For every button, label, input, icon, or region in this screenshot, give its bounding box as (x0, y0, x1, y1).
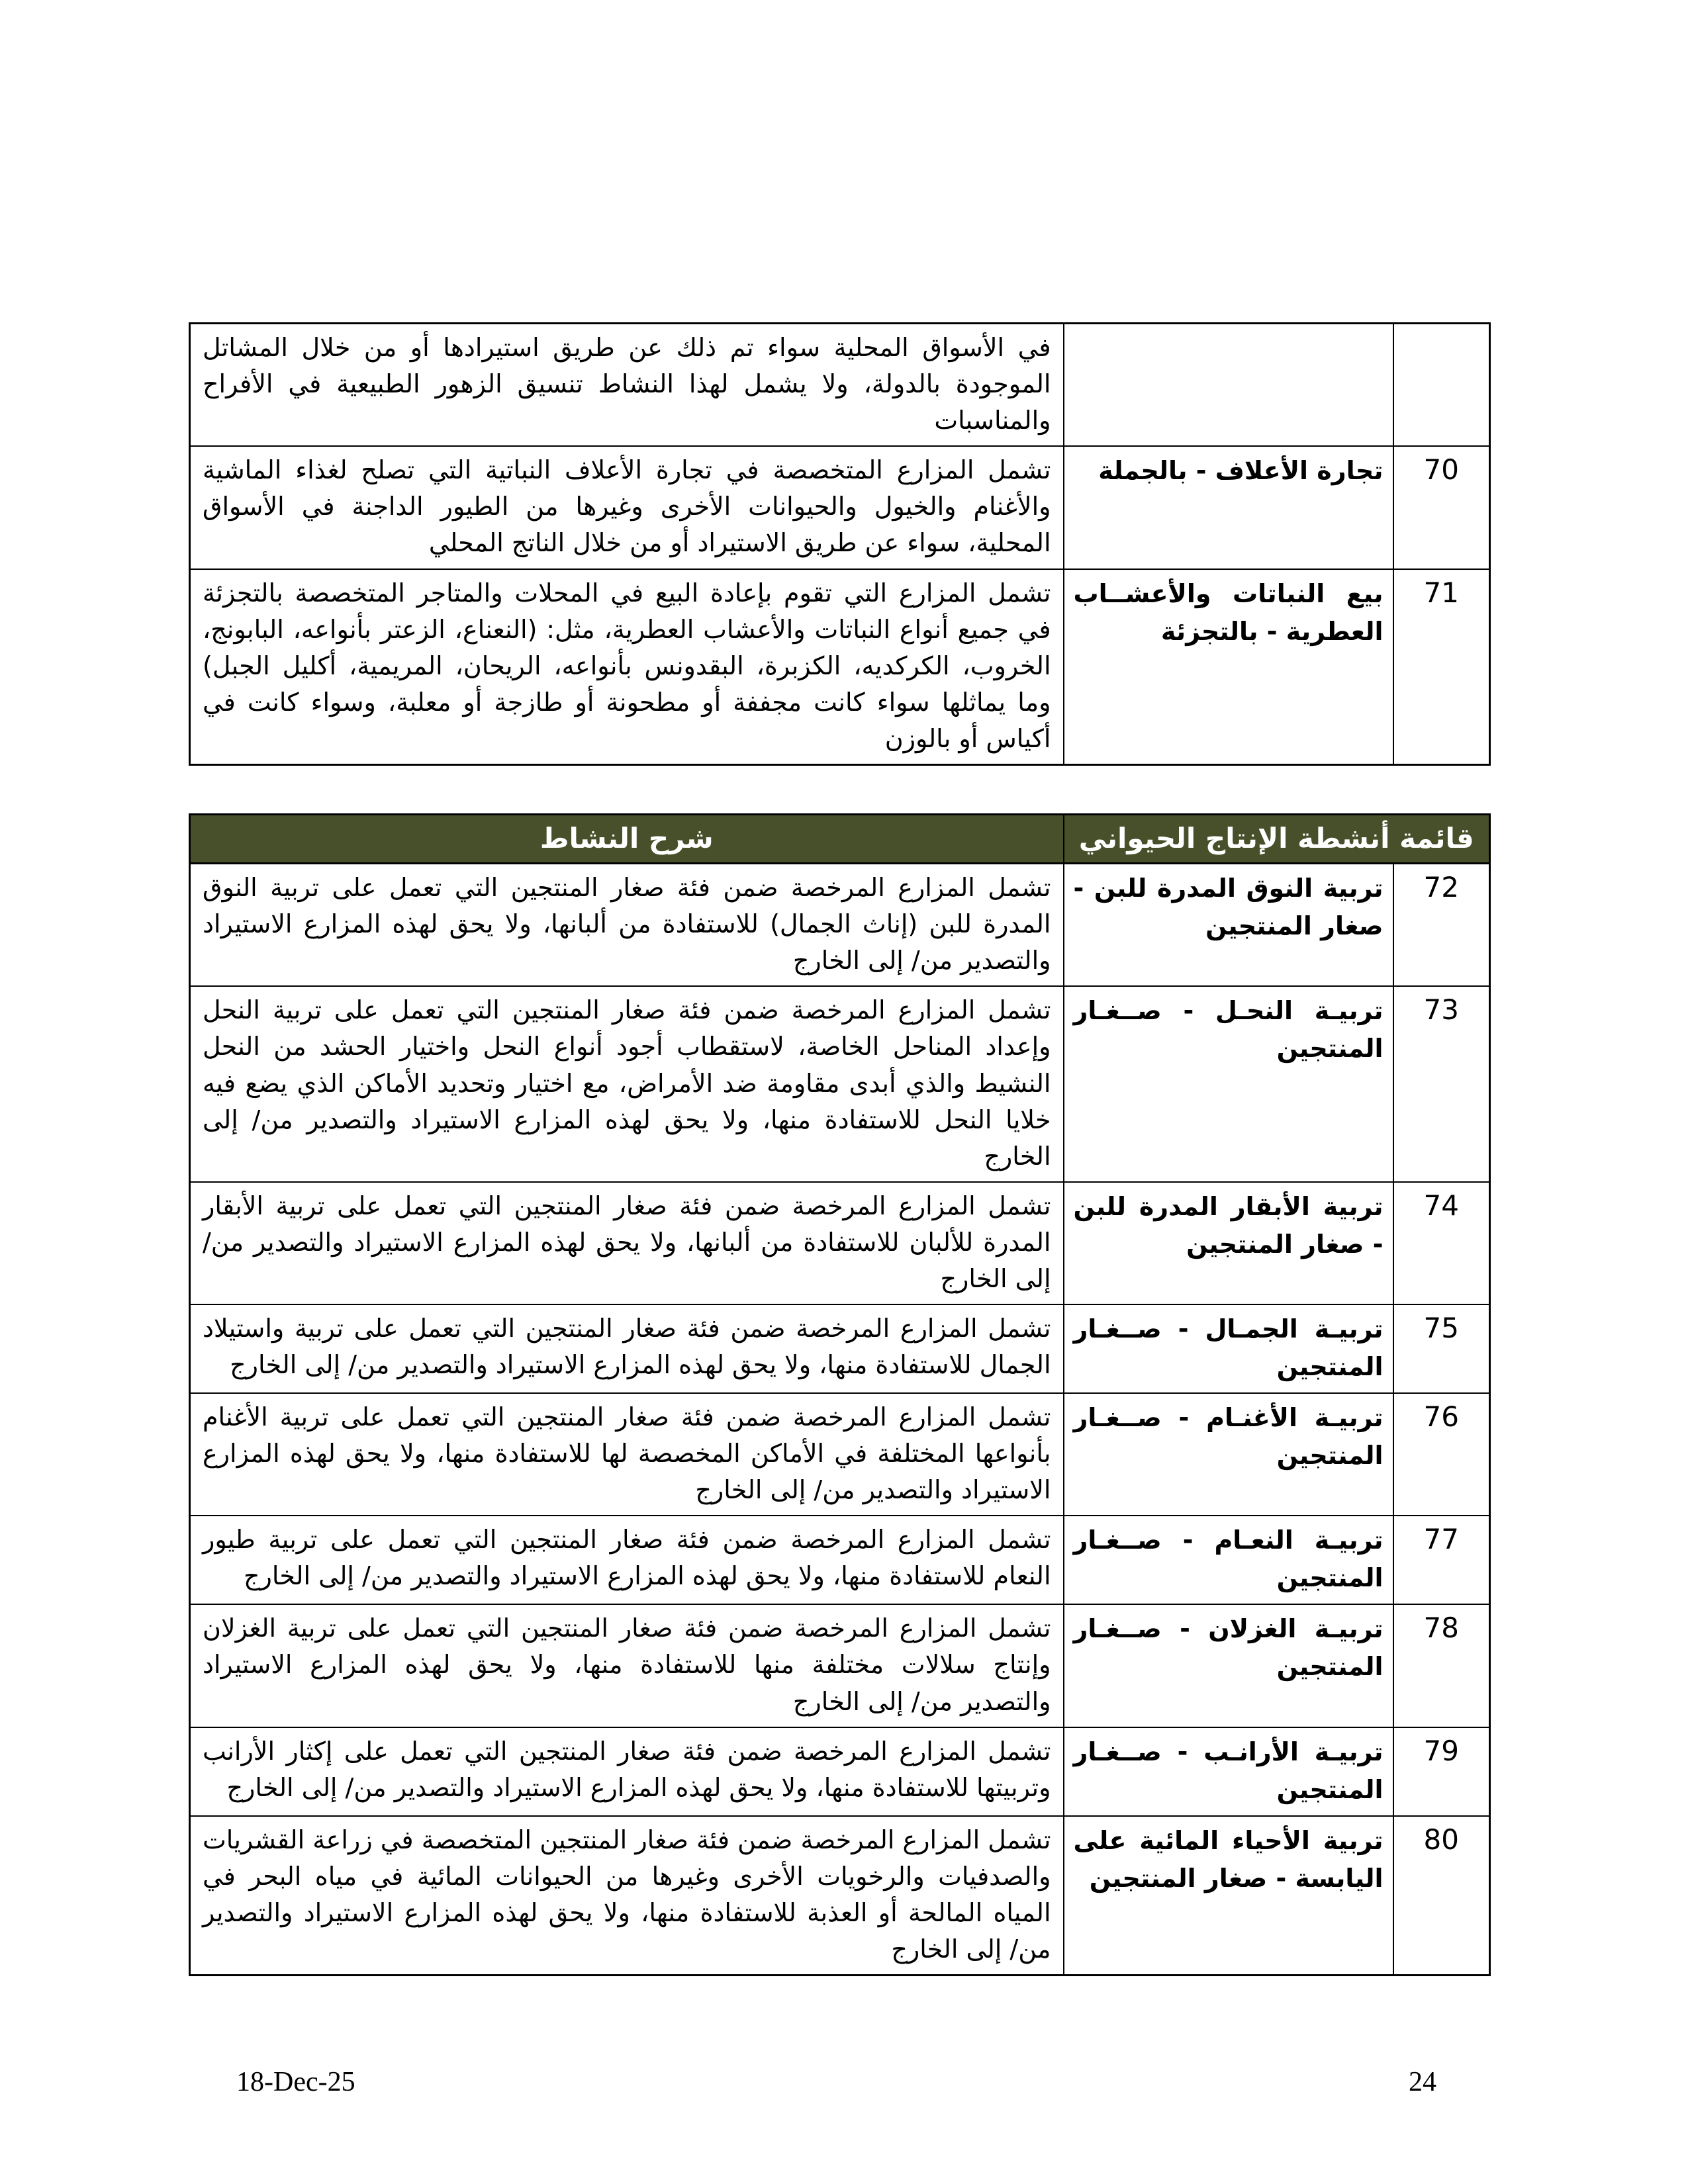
activity-description: تشمل المزارع المرخصة ضمن فئة صغار المنتجين التي تعمل على تربية الأبقار المدرة للألبان للاستفادة من ألبانها، ولا يحق لهذه المزارع الاستيراد والتصدير من/ إلى الخارج (190, 1182, 1064, 1304)
page-content (189, 322, 1491, 1976)
activity-number: 70 (1393, 446, 1490, 569)
activity-number: 72 (1393, 864, 1490, 987)
activity-name: تربيـة النحـل - صــغـار المنتجين (1064, 986, 1393, 1181)
activity-description: تشمل المزارع المرخصة ضمن فئة صغار المنتجين التي تعمل على تربية الأغنام بأنواعها المختلفة في الأماكن المخصصة لها للاستفادة منها، ولا يحق لهذه المزارع الاستيراد والتصدير من/ إلى الخارج (190, 1393, 1064, 1516)
table-row (190, 986, 1490, 1181)
table-row (190, 1727, 1490, 1816)
activity-description: تشمل المزارع المرخصة ضمن فئة صغار المنتجين التي تعمل على تربية طيور النعام للاستفادة منها، ولا يحق لهذه المزارع الاستيراد والتصدير من/ إلى الخارج (190, 1516, 1064, 1604)
activity-number: 74 (1393, 1182, 1490, 1304)
activity-name: بيع النباتات والأعشــاب العطرية - بالتجزئة (1064, 569, 1393, 765)
activity-number: 73 (1393, 986, 1490, 1181)
table-row (190, 864, 1490, 987)
activity-description: تشمل المزارع المرخصة ضمن فئة صغار المنتجين التي تعمل على تربية الغزلان وإنتاج سلالات مختلفة منها للاستفادة منها، ولا يحق لهذه المزارع الاستيراد والتصدير من/ إلى الخارج (190, 1604, 1064, 1727)
activity-name: تربية الأحياء المائية على اليابسة - صغار المنتجين (1064, 1816, 1393, 1976)
activity-name: تجارة الأعلاف - بالجملة (1064, 446, 1393, 569)
table-header-row (190, 815, 1490, 864)
table-row (190, 569, 1490, 765)
activity-number: 79 (1393, 1727, 1490, 1816)
activity-number: 71 (1393, 569, 1490, 765)
activity-description: تشمل المزارع المتخصصة في تجارة الأعلاف النباتية التي تصلح لغذاء الماشية والأغنام والخيول والحيوانات الأخرى وغيرها من الطيور الداجنة في الأسواق المحلية، سواء عن طريق الاستيراد أو من خلال الناتج المحلي (190, 446, 1064, 569)
activity-number: 75 (1393, 1304, 1490, 1393)
activity-number: 78 (1393, 1604, 1490, 1727)
activity-description: تشمل المزارع المرخصة ضمن فئة صغار المنتجين التي تعمل على تربية النوق المدرة للبن (إناث الجمال) للاستفادة من ألبانها، ولا يحق لهذه المزارع الاستيراد والتصدير من/ إلى الخارج (190, 864, 1064, 987)
activity-name: تربيـة الغزلان - صــغـار المنتجين (1064, 1604, 1393, 1727)
header-explanation-title: شرح النشاط (190, 815, 1064, 864)
activity-number: 80 (1393, 1816, 1490, 1976)
table-row (190, 1604, 1490, 1727)
header-activities-list-title: قائمة أنشطة الإنتاج الحيواني (1064, 815, 1490, 864)
activity-name: تربية الأبقار المدرة للبن - صغار المنتجين (1064, 1182, 1393, 1304)
table-row (190, 324, 1490, 447)
activity-description: تشمل المزارع المرخصة ضمن فئة صغار المنتجين المتخصصة في زراعة القشريات والصدفيات والرخويات الأخرى وغيرها من الحيوانات المائية في مياه البحر في المياه المالحة أو العذبة للاستفادة منها، ولا يحق لهذه المزارع الاستيراد والتصدير من/ إلى الخارج (190, 1816, 1064, 1976)
activity-name: تربيـة النعـام - صــغـار المنتجين (1064, 1516, 1393, 1604)
activity-number (1393, 324, 1490, 447)
activity-name: تربيـة الأرانـب - صــغـار المنتجين (1064, 1727, 1393, 1816)
activity-number: 76 (1393, 1393, 1490, 1516)
plant-activities-table-continued (189, 322, 1491, 766)
animal-activities-table (189, 813, 1491, 1976)
activity-name: تربية النوق المدرة للبن - صغار المنتجين (1064, 864, 1393, 987)
activity-description: تشمل المزارع التي تقوم بإعادة البيع في المحلات والمتاجر المتخصصة بالتجزئة في جميع أنواع النباتات والأعشاب العطرية، مثل: (النعناع، الزعتر بأنواعه، البابونج، الخروب، الكركديه، الكزبرة، البقدونس بأنواعه، الريحان، المريمية، أكليل الجبل) وما يماثلها سواء كانت مجففة أو مطحونة أو طازجة أو معلبة، وسواء كانت في أكياس أو بالوزن (190, 569, 1064, 765)
table-row (190, 1516, 1490, 1604)
table-row (190, 1393, 1490, 1516)
activity-name (1064, 324, 1393, 447)
activity-name: تربيـة الأغنـام - صــغـار المنتجين (1064, 1393, 1393, 1516)
activity-description: تشمل المزارع المرخصة ضمن فئة صغار المنتجين التي تعمل على إكثار الأرانب وتربيتها للاستفادة منها، ولا يحق لهذه المزارع الاستيراد والتصدير من/ إلى الخارج (190, 1727, 1064, 1816)
activity-name: تربيـة الجمـال - صــغـار المنتجين (1064, 1304, 1393, 1393)
table-row (190, 446, 1490, 569)
activity-description: تشمل المزارع المرخصة ضمن فئة صغار المنتجين التي تعمل على تربية واستيلاد الجمال للاستفادة منها، ولا يحق لهذه المزارع الاستيراد والتصدير من/ إلى الخارج (190, 1304, 1064, 1393)
footer-page-number: 24 (1409, 2067, 1436, 2097)
table-row (190, 1816, 1490, 1976)
activity-description: في الأسواق المحلية سواء تم ذلك عن طريق استيرادها أو من خلال المشاتل الموجودة بالدولة، ولا يشمل لهذا النشاط تنسيق الزهور الطبيعية في الأفراح والمناسبات (190, 324, 1064, 447)
table-row (190, 1182, 1490, 1304)
activity-number: 77 (1393, 1516, 1490, 1604)
table-row (190, 1304, 1490, 1393)
activity-description: تشمل المزارع المرخصة ضمن فئة صغار المنتجين التي تعمل على تربية النحل وإعداد المناحل الخاصة، لاستقطاب أجود أنواع النحل واختيار الحشد من النحل النشيط والذي أبدى مقاومة ضد الأمراض، مع اختيار وتحديد الأماكن الذي يضع فيه خلايا النحل للاستفادة منها، ولا يحق لهذه المزارع الاستيراد والتصدير من/ إلى الخارج (190, 986, 1064, 1181)
footer-date: 18-Dec-25 (236, 2067, 355, 2097)
